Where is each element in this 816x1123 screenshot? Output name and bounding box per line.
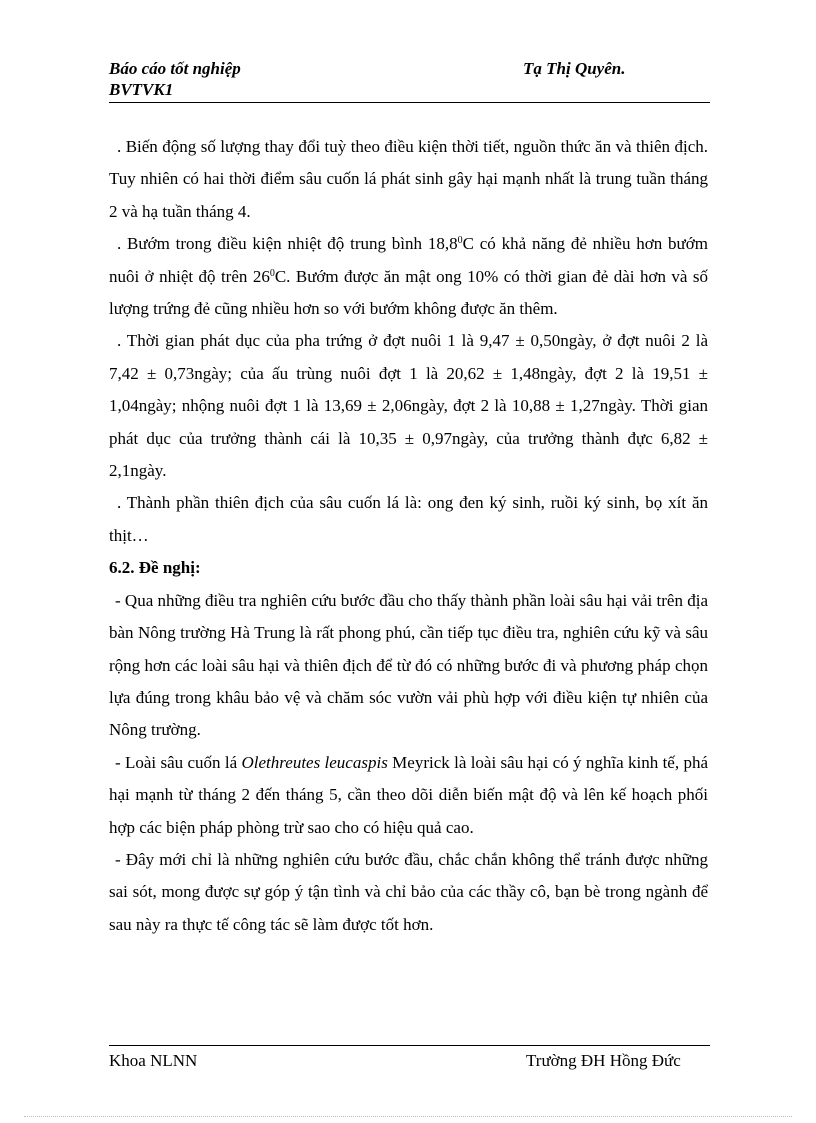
document-body bbox=[109, 131, 708, 941]
degree-superscript: 0 bbox=[269, 267, 275, 279]
page-footer bbox=[109, 1045, 710, 1074]
paragraph-moth-text-c: C. Bướm được ăn mật ong 10% có thời gian đẻ dài hơn và số lượng trứng đẻ cũng nhiều hơn so với bướm không được ăn thêm. bbox=[109, 266, 708, 319]
recommendation-1-text: - Qua những điều tra nghiên cứu bước đầu cho thấy thành phần loài sâu hại vải trên địa bàn Nông trường Hà Trung là rất phong phú, cần tiếp tục điều tra, nghiên cứu kỹ và sâu rộng hơn các loài sâu hại và thiên địch để từ đó có những bước đi và phương pháp chọn lựa đúng trong khâu bảo vệ và chăm sóc vườn vải phù hợp với điều kiện tự nhiên của Nông trường. bbox=[109, 590, 708, 740]
recommendation-2-text-b: Meyrick là loài sâu hại có ý nghĩa kinh tế, phá hại mạnh từ tháng 2 đến tháng 5, cần theo dõi diễn biến mật độ và lên kế hoạch phối hợp các biện pháp phòng trừ sao cho có hiệu quả cao. bbox=[109, 752, 708, 837]
paragraph-moth-text-b: C có khả năng đẻ nhiều hơn bướm nuôi ở nhiệt độ trên 26 bbox=[109, 234, 708, 286]
recommendation-2-text-a: - Loài sâu cuốn lá bbox=[115, 752, 242, 772]
recommendation-3 bbox=[109, 844, 708, 941]
paragraph-population-text: . Biến động số lượng thay đổi tuỳ theo điều kiện thời tiết, nguồn thức ăn và thiên địch. Tuy nhiên có hai thời điểm sâu cuốn lá phát sinh gây hại mạnh nhất là trung tuần tháng 2 và hạ tuần tháng 4. bbox=[109, 137, 708, 221]
author-name: Tạ Thị Quyên. bbox=[523, 59, 626, 78]
page-header bbox=[109, 56, 710, 103]
paragraph-moth-text-a: . Bướm trong điều kiện nhiệt độ trung bình 18,8 bbox=[117, 234, 458, 254]
paragraph-population bbox=[109, 131, 708, 228]
paragraph-development-text: . Thời gian phát dục của pha trứng ở đợt nuôi 1 là 9,47 ± 0,50ngày, ở đợt nuôi 2 là 7,42 ± 0,73ngày; của ấu trùng nuôi đợt 1 là 20,62 ± 1,48ngày, đợt 2 là 19,51 ± 1,04ngày; nhộng nuôi đợt 1 là 13,69 ± 2,06ngày, đợt 2 là 10,88 ± 1,27ngày. Thời gian phát dục của trưởng thành cái là 10,35 ± 0,97ngày, của trưởng thành đực 6,82 ± 2,1ngày. bbox=[109, 331, 708, 481]
section-heading: 6.2. Đề nghị: bbox=[109, 558, 201, 578]
paragraph-development-time bbox=[109, 325, 708, 487]
recommendation-1 bbox=[109, 585, 708, 747]
recommendation-2 bbox=[109, 747, 708, 844]
university-name: Trường ĐH Hồng Đức bbox=[526, 1051, 681, 1070]
paragraph-enemies-text: . Thành phần thiên địch của sâu cuốn lá là: ong đen ký sinh, ruồi ký sinh, bọ xít ăn thịt… bbox=[109, 493, 708, 545]
paragraph-natural-enemies bbox=[109, 487, 708, 552]
faculty-name: Khoa NLNN bbox=[109, 1051, 198, 1070]
class-code: BVTVK1 bbox=[109, 80, 174, 99]
page-edge-divider bbox=[24, 1116, 792, 1117]
species-name: Olethreutes leucaspis bbox=[241, 752, 388, 772]
report-title: Báo cáo tốt nghiệp bbox=[109, 59, 241, 78]
degree-superscript: 0 bbox=[457, 235, 463, 247]
recommendation-3-text: - Đây mới chỉ là những nghiên cứu bước đầu, chắc chắn không thể tránh được những sai sót, mong được sự góp ý tận tình và chỉ bảo của các thầy cô, bạn bè trong ngành để sau này ra thực tế công tác sẽ làm được tốt hơn. bbox=[109, 849, 708, 934]
paragraph-moth-temperature bbox=[109, 228, 708, 325]
